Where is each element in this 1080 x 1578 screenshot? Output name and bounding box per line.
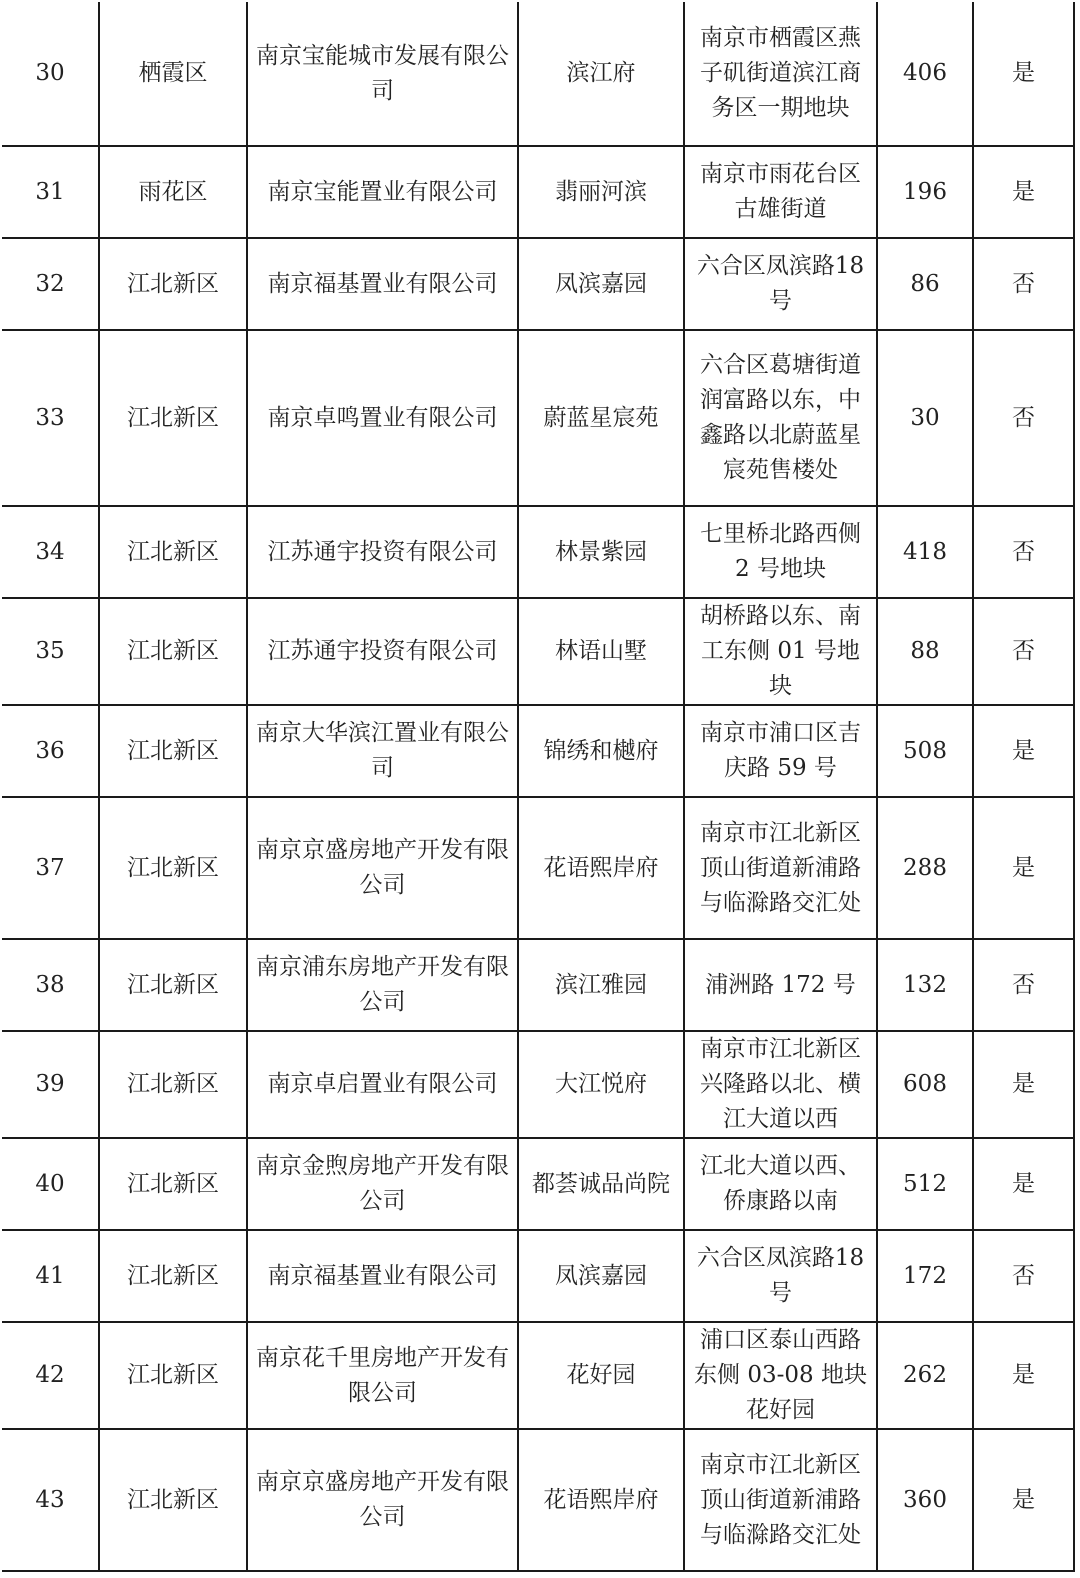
address-cell: 江北大道以西、侨康路以南: [684, 1138, 877, 1230]
project-name-cell: 滨江府: [518, 2, 684, 146]
table-row: [2, 238, 1074, 330]
district-cell: 江北新区: [99, 1429, 247, 1571]
district-cell: 栖霞区: [99, 2, 247, 146]
unit-count-cell: 608: [877, 1031, 973, 1138]
district-cell: 雨花区: [99, 146, 247, 238]
table-row: [2, 146, 1074, 238]
address-cell: 六合区凤滨路18号: [684, 238, 877, 330]
unit-count-cell: 86: [877, 238, 973, 330]
project-name-cell: 凤滨嘉园: [518, 1230, 684, 1322]
row-number: 40: [2, 1138, 99, 1230]
project-name-cell: 锦绣和樾府: [518, 705, 684, 797]
table-row: [2, 506, 1074, 598]
unit-count-cell: 88: [877, 598, 973, 705]
address-cell: 南京市江北新区顶山街道新浦路与临滁路交汇处: [684, 1429, 877, 1571]
unit-count-cell: 288: [877, 797, 973, 939]
unit-count-cell: 172: [877, 1230, 973, 1322]
row-number: 37: [2, 797, 99, 939]
project-name-cell: 凤滨嘉园: [518, 238, 684, 330]
district-cell: 江北新区: [99, 1031, 247, 1138]
table-row: [2, 1230, 1074, 1322]
row-number: 39: [2, 1031, 99, 1138]
project-name-cell: 花语熙岸府: [518, 797, 684, 939]
developer-cell: 南京浦东房地产开发有限公司: [247, 939, 518, 1031]
flag-cell: 否: [973, 1230, 1074, 1322]
developer-cell: 南京宝能置业有限公司: [247, 146, 518, 238]
row-number: 43: [2, 1429, 99, 1571]
flag-cell: 是: [973, 1429, 1074, 1571]
unit-count-cell: 30: [877, 330, 973, 506]
project-name-cell: 林景紫园: [518, 506, 684, 598]
row-number: 30: [2, 2, 99, 146]
project-name-cell: 林语山墅: [518, 598, 684, 705]
address-cell: 浦洲路 172 号: [684, 939, 877, 1031]
row-number: 42: [2, 1322, 99, 1429]
district-cell: 江北新区: [99, 1138, 247, 1230]
flag-cell: 是: [973, 146, 1074, 238]
flag-cell: 是: [973, 797, 1074, 939]
table-row: [2, 1031, 1074, 1138]
flag-cell: 否: [973, 598, 1074, 705]
row-number: 35: [2, 598, 99, 705]
table-row: [2, 330, 1074, 506]
unit-count-cell: 406: [877, 2, 973, 146]
district-cell: 江北新区: [99, 598, 247, 705]
developer-cell: 南京花千里房地产开发有限公司: [247, 1322, 518, 1429]
row-number: 38: [2, 939, 99, 1031]
table-row: [2, 1322, 1074, 1429]
address-cell: 南京市栖霞区燕子矶街道滨江商务区一期地块: [684, 2, 877, 146]
developer-cell: 南京大华滨江置业有限公司: [247, 705, 518, 797]
unit-count-cell: 512: [877, 1138, 973, 1230]
developer-cell: 南京福基置业有限公司: [247, 238, 518, 330]
project-name-cell: 翡丽河滨: [518, 146, 684, 238]
district-cell: 江北新区: [99, 1322, 247, 1429]
unit-count-cell: 132: [877, 939, 973, 1031]
district-cell: 江北新区: [99, 330, 247, 506]
flag-cell: 否: [973, 939, 1074, 1031]
row-number: 31: [2, 146, 99, 238]
developer-cell: 南京卓鸣置业有限公司: [247, 330, 518, 506]
address-cell: 胡桥路以东、南工东侧 01 号地块: [684, 598, 877, 705]
row-number: 34: [2, 506, 99, 598]
flag-cell: 是: [973, 705, 1074, 797]
project-name-cell: 花语熙岸府: [518, 1429, 684, 1571]
address-cell: 六合区凤滨路18号: [684, 1230, 877, 1322]
table-row: [2, 939, 1074, 1031]
address-cell: 南京市浦口区吉庆路 59 号: [684, 705, 877, 797]
flag-cell: 是: [973, 2, 1074, 146]
row-number: 32: [2, 238, 99, 330]
flag-cell: 是: [973, 1031, 1074, 1138]
project-name-cell: 都荟诚品尚院: [518, 1138, 684, 1230]
unit-count-cell: 508: [877, 705, 973, 797]
flag-cell: 是: [973, 1138, 1074, 1230]
flag-cell: 是: [973, 1322, 1074, 1429]
district-cell: 江北新区: [99, 238, 247, 330]
table-row: [2, 2, 1074, 146]
unit-count-cell: 418: [877, 506, 973, 598]
district-cell: 江北新区: [99, 797, 247, 939]
project-name-cell: 滨江雅园: [518, 939, 684, 1031]
unit-count-cell: 262: [877, 1322, 973, 1429]
district-cell: 江北新区: [99, 939, 247, 1031]
developer-cell: 江苏通宇投资有限公司: [247, 598, 518, 705]
flag-cell: 否: [973, 330, 1074, 506]
developer-cell: 南京金煦房地产开发有限公司: [247, 1138, 518, 1230]
address-cell: 南京市江北新区顶山街道新浦路与临滁路交汇处: [684, 797, 877, 939]
unit-count-cell: 196: [877, 146, 973, 238]
table-row: [2, 705, 1074, 797]
project-name-cell: 花好园: [518, 1322, 684, 1429]
row-number: 36: [2, 705, 99, 797]
address-cell: 南京市雨花台区古雄街道: [684, 146, 877, 238]
developer-cell: 南京京盛房地产开发有限公司: [247, 1429, 518, 1571]
table-row: [2, 598, 1074, 705]
flag-cell: 否: [973, 506, 1074, 598]
address-cell: 七里桥北路西侧 2 号地块: [684, 506, 877, 598]
table-row: [2, 1138, 1074, 1230]
row-number: 41: [2, 1230, 99, 1322]
project-table: [2, 2, 1075, 1572]
address-cell: 浦口区泰山西路东侧 03-08 地块花好园: [684, 1322, 877, 1429]
row-number: 33: [2, 330, 99, 506]
district-cell: 江北新区: [99, 1230, 247, 1322]
unit-count-cell: 360: [877, 1429, 973, 1571]
developer-cell: 南京宝能城市发展有限公司: [247, 2, 518, 146]
address-cell: 六合区葛塘街道润富路以东，中鑫路以北蔚蓝星宸苑售楼处: [684, 330, 877, 506]
developer-cell: 南京京盛房地产开发有限公司: [247, 797, 518, 939]
district-cell: 江北新区: [99, 705, 247, 797]
project-name-cell: 大江悦府: [518, 1031, 684, 1138]
developer-cell: 南京卓启置业有限公司: [247, 1031, 518, 1138]
developer-cell: 江苏通宇投资有限公司: [247, 506, 518, 598]
address-cell: 南京市江北新区兴隆路以北、横江大道以西: [684, 1031, 877, 1138]
flag-cell: 否: [973, 238, 1074, 330]
table-row: [2, 1429, 1074, 1571]
table-row: [2, 797, 1074, 939]
developer-cell: 南京福基置业有限公司: [247, 1230, 518, 1322]
project-name-cell: 蔚蓝星宸苑: [518, 330, 684, 506]
district-cell: 江北新区: [99, 506, 247, 598]
